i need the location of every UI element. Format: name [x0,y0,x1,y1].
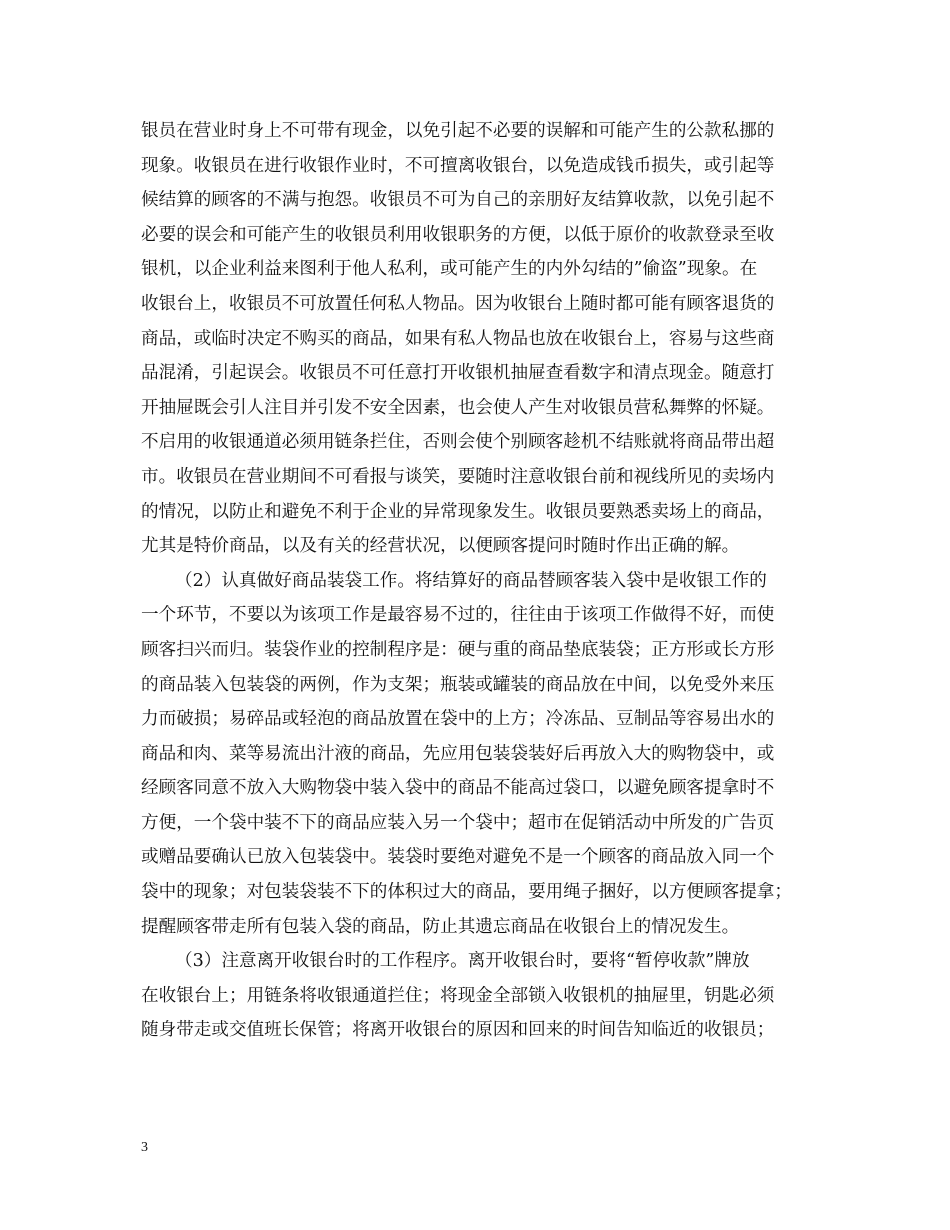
text-line: 袋中的现象；对包装袋装不下的体积过大的商品，要用绳子捆好，以方便顾客提拿； [141,882,792,903]
text-line: 商品，或临时决定不购买的商品，如果有私人物品也放在收银台上，容易与这些商 [141,328,775,349]
text-line: 随身带走或交值班长保管；将离开收银台的原因和回来的时间告知临近的收银员； [141,1020,775,1041]
text-line: 商品和肉、菜等易流出汁液的商品，先应用包装袋装好后再放入大的购物袋中，或 [141,743,775,764]
text-line: 力而破损；易碎品或轻泡的商品放置在袋中的上方；冷冻品、豆制品等容易出水的 [141,709,775,730]
text-line: 在收银台上；用链条将收银通道拦住；将现金全部锁入收银机的抽屉里，钥匙必须 [141,985,775,1006]
text-line: 不启用的收银通道必须用链条拦住，否则会使个别顾客趁机不结账就将商品带出超 [141,432,775,453]
text-line: 银机，以企业利益来图利于他人私利，或可能产生的内外勾结的”偷盗”现象。在 [141,259,758,280]
paragraph-start-line: （2）认真做好商品装袋工作。将结算好的商品替顾客装入袋中是收银工作的 [175,570,767,591]
text-line: 开抽屉既会引人注目并引发不安全因素，也会使人产生对收银员营私舞弊的怀疑。 [141,397,775,418]
text-line: 一个环节，不要以为该项工作是最容易不过的，往往由于该项工作做得不好，而使 [141,605,775,626]
body-text [141,114,813,1048]
text-line: 收银台上，收银员不可放置任何私人物品。因为收银台上随时都可能有顾客退货的 [141,293,775,314]
text-line: 的情况，以防止和避免不利于企业的异常现象发生。收银员要熟悉卖场上的商品， [141,501,775,522]
paragraph-start-line: （3）注意离开收银台时的工作程序。离开收银台时，要将“暂停收款”牌放 [175,951,750,972]
text-line: 尤其是特价商品，以及有关的经营状况，以便顾客提问时随时作出正确的解。 [141,536,740,557]
text-line: 顾客扫兴而归。装袋作业的控制程序是：硬与重的商品垫底装袋；正方形或长方形 [141,639,775,660]
text-line: 必要的误会和可能产生的收银员利用收银职务的方便，以低于原价的收款登录至收 [141,224,775,245]
text-line: 方便，一个袋中装不下的商品应装入另一个袋中；超市在促销活动中所发的广告页 [141,812,775,833]
text-line: 经顾客同意不放入大购物袋中装入袋中的商品不能高过袋口，以避免顾客提拿时不 [141,778,775,799]
text-line: 品混淆，引起误会。收银员不可任意打开收银机抽屉查看数字和清点现金。随意打 [141,363,775,384]
text-line: 候结算的顾客的不满与抱怨。收银员不可为自己的亲朋好友结算收款，以免引起不 [141,190,775,211]
page-number: 3 [141,1140,148,1155]
text-line: 市。收银员在营业期间不可看报与谈笑，要随时注意收银台前和视线所见的卖场内 [141,466,775,487]
text-line: 或赠品要确认已放入包装袋中。装袋时要绝对避免不是一个顾客的商品放入同一个 [141,847,775,868]
text-line: 提醒顾客带走所有包装入袋的商品，防止其遗忘商品在收银台上的情况发生。 [141,916,740,937]
text-line: 的商品装入包装袋的两例，作为支架；瓶装或罐装的商品放在中间，以免受外来压 [141,674,775,695]
text-line: 现象。收银员在进行收银作业时，不可擅离收银台，以免造成钱币损失，或引起等 [141,155,775,176]
text-line: 银员在营业时身上不可带有现金，以免引起不必要的误解和可能产生的公款私挪的 [141,121,775,141]
